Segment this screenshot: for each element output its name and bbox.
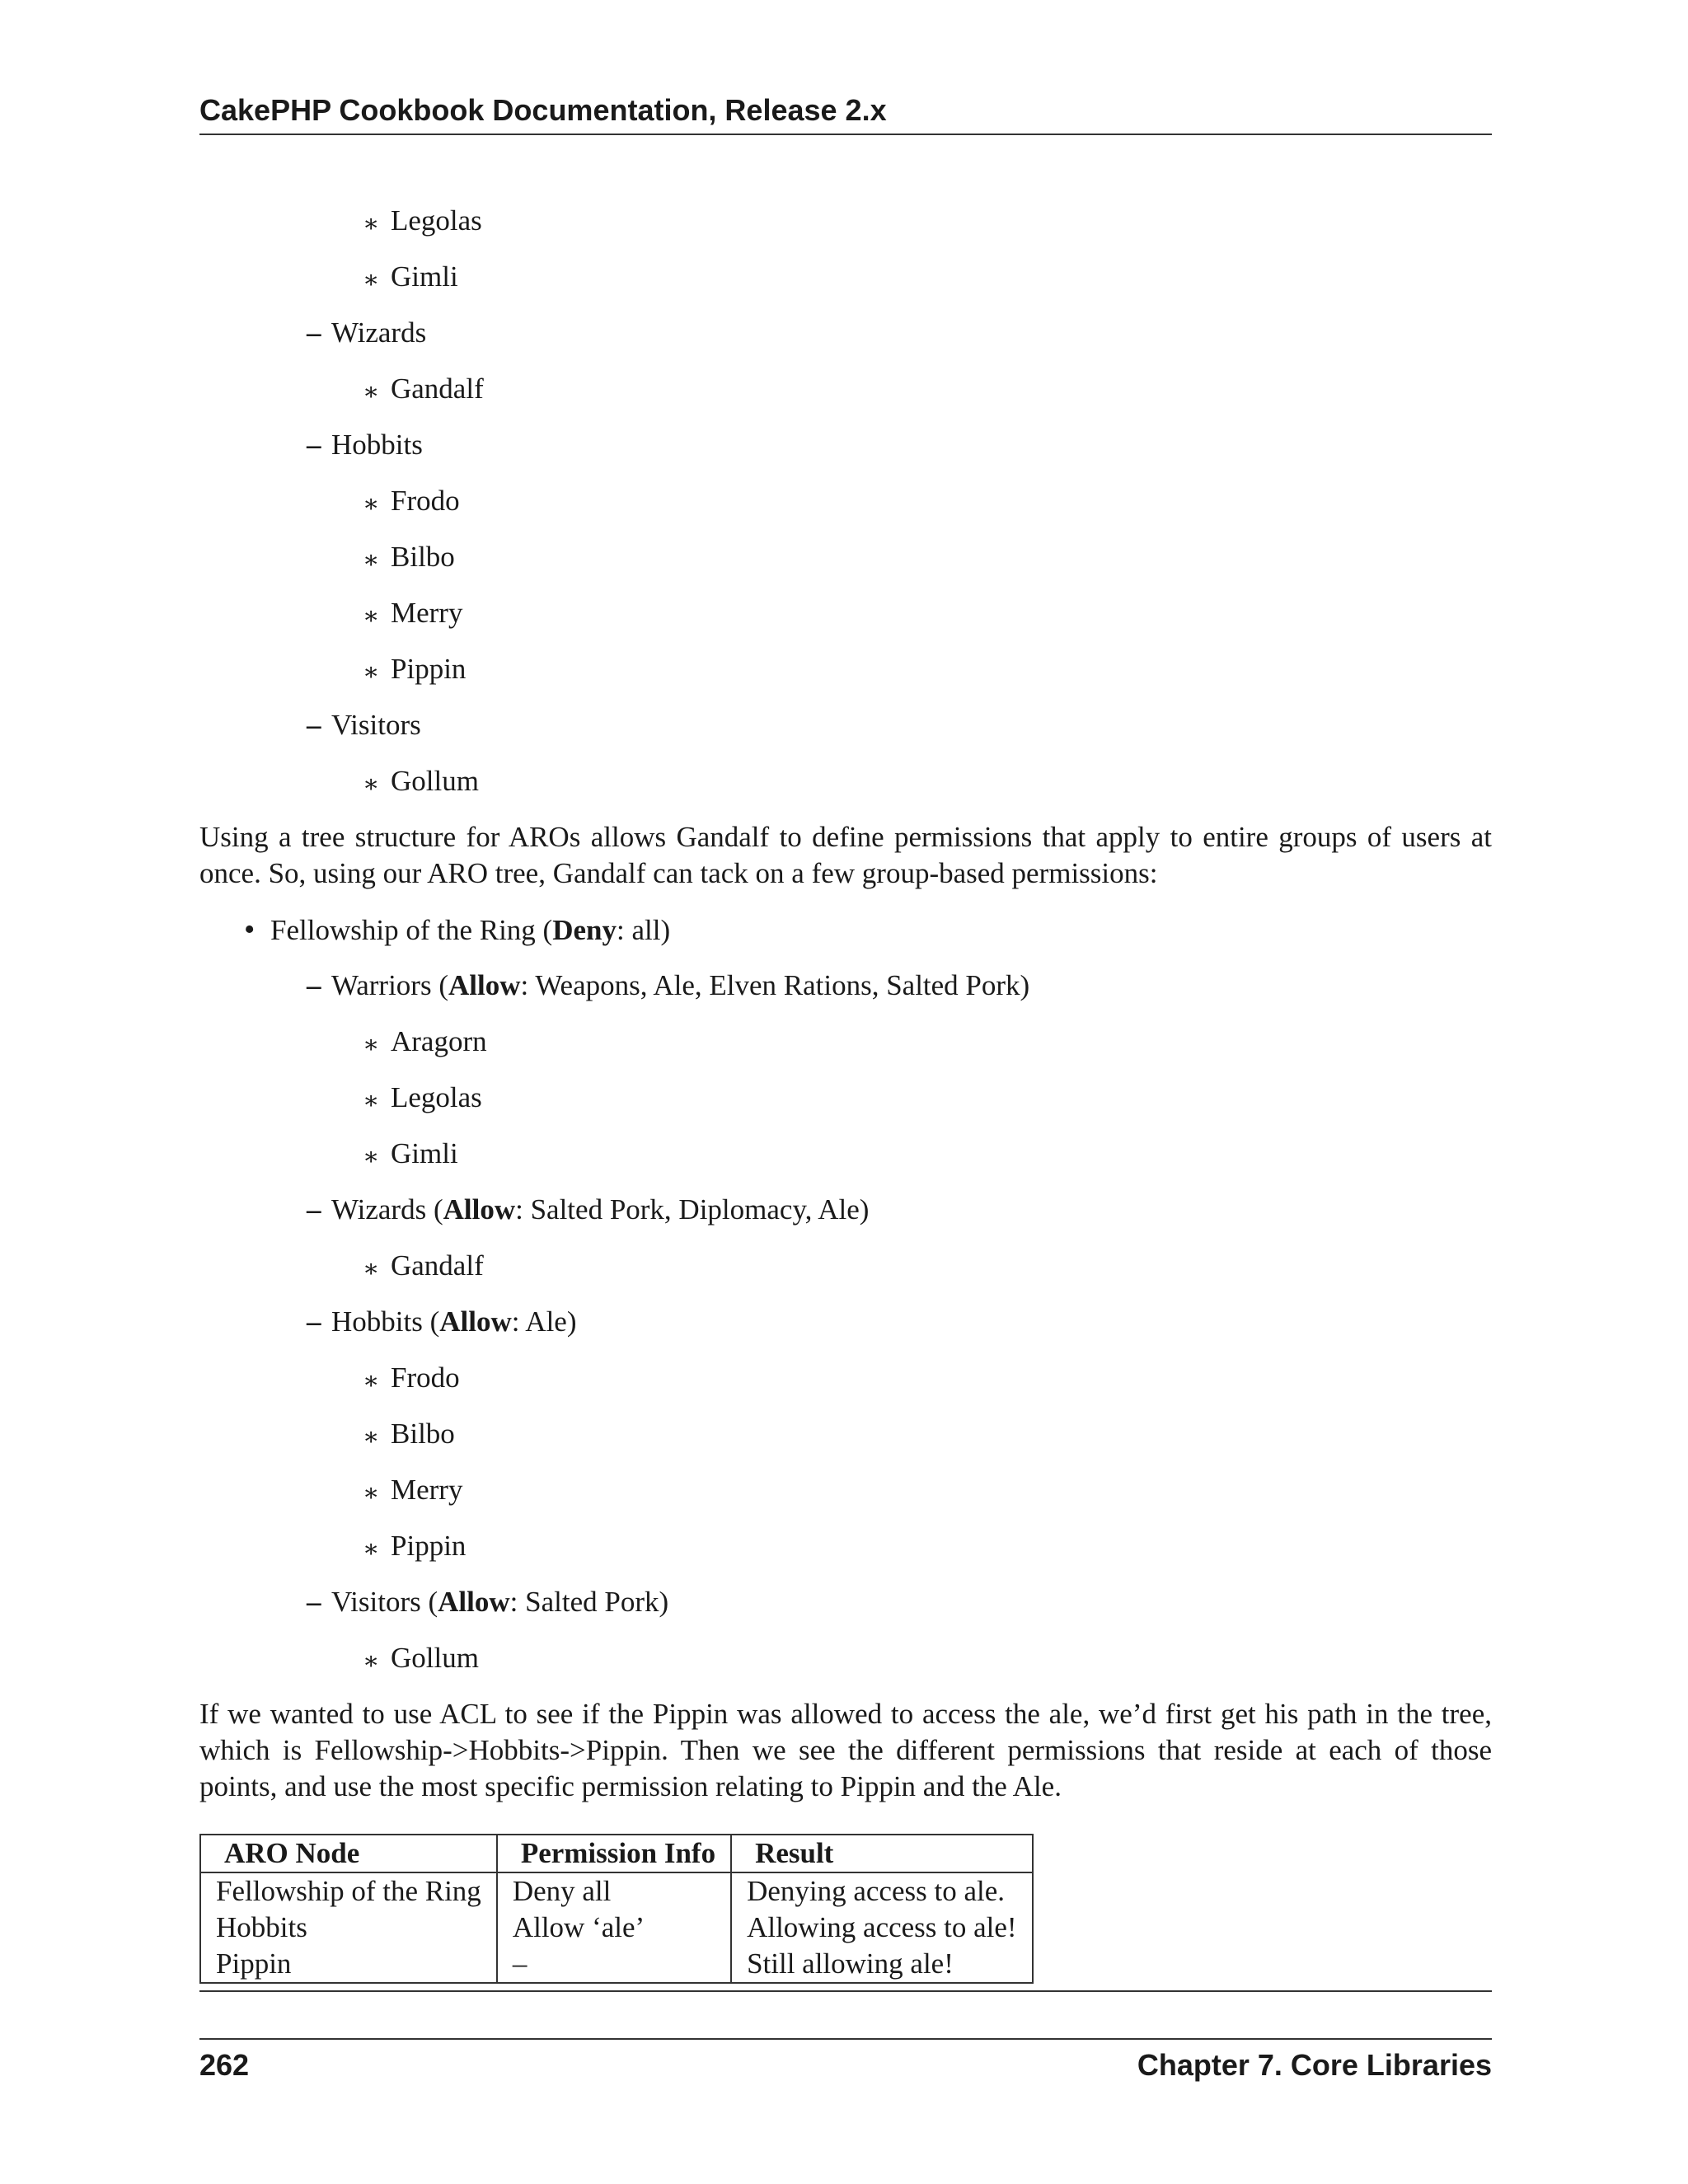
table-row xyxy=(200,1910,1033,1946)
table-cell: Denying access to ale. xyxy=(731,1872,1033,1910)
dash-bullet-icon: – xyxy=(307,316,321,349)
star-bullet-icon: ∗ xyxy=(363,1423,380,1451)
list-item: ∗ Gimli xyxy=(363,259,458,297)
list-item: ∗ Pippin xyxy=(363,651,466,689)
list-item: ∗ Frodo xyxy=(363,483,460,521)
list-item: ∗ Aragorn xyxy=(363,1024,487,1062)
list-item-wizards: – Wizards (Allow: Salted Pork, Diplomacy, Ale) xyxy=(307,1192,869,1228)
table-header-row xyxy=(200,1835,1033,1872)
permission-table xyxy=(199,1834,1034,1984)
list-item: ∗ Bilbo xyxy=(363,1416,455,1454)
star-bullet-icon: ∗ xyxy=(363,1479,380,1507)
star-bullet-icon: ∗ xyxy=(363,546,380,574)
table-row xyxy=(200,1946,1033,1983)
list-item: ∗ Legolas xyxy=(363,1080,482,1118)
table-header: Permission Info xyxy=(497,1835,731,1872)
chapter-title: Chapter 7. Core Libraries xyxy=(1137,2048,1492,2082)
star-bullet-icon: ∗ xyxy=(363,1367,380,1394)
table-cell: Allow ‘ale’ xyxy=(497,1910,731,1946)
dash-bullet-icon: – xyxy=(307,1193,321,1226)
header-rule xyxy=(199,134,1492,135)
table-cell: Hobbits xyxy=(200,1910,497,1946)
star-bullet-icon: ∗ xyxy=(363,1031,380,1058)
star-bullet-icon: ∗ xyxy=(363,1647,380,1675)
list-item: – Visitors xyxy=(307,707,421,743)
table-header: Result xyxy=(731,1835,1033,1872)
star-bullet-icon: ∗ xyxy=(363,490,380,518)
list-item: ∗ Pippin xyxy=(363,1528,466,1566)
list-item: – Wizards xyxy=(307,315,426,351)
list-item: ∗ Gollum xyxy=(363,763,479,801)
list-item: ∗ Merry xyxy=(363,1472,462,1510)
body-paragraph: Using a tree structure for AROs allows Gandalf to define permissions that apply to entire groups of users at once. So, using our ARO tree, Gandalf can tack on a few group-based permissions: xyxy=(199,821,1492,889)
list-item: ∗ Gimli xyxy=(363,1136,458,1174)
table-header: ARO Node xyxy=(200,1835,497,1872)
dash-bullet-icon: – xyxy=(307,969,321,1001)
list-item: ∗ Bilbo xyxy=(363,539,455,577)
table-cell: Still allowing ale! xyxy=(731,1946,1033,1983)
star-bullet-icon: ∗ xyxy=(363,1087,380,1114)
star-bullet-icon: ∗ xyxy=(363,1143,380,1170)
list-item-warriors: – Warriors (Allow: Weapons, Ale, Elven Rations, Salted Pork) xyxy=(307,968,1029,1004)
list-item-visitors: – Visitors (Allow: Salted Pork) xyxy=(307,1584,668,1620)
list-item: ∗ Frodo xyxy=(363,1360,460,1398)
table-cell: Pippin xyxy=(200,1946,497,1983)
body-paragraph: If we wanted to use ACL to see if the Pippin was allowed to access the ale, we’d first get his path in the tree, which is Fellowship->Hobbits->Pippin. Then we see the different permissions that reside at each of those points, and use the most specific permission relating to Pippin and the Ale. xyxy=(199,1698,1492,1802)
table-cell: Allowing access to ale! xyxy=(731,1910,1033,1946)
dash-bullet-icon: – xyxy=(307,1305,321,1338)
star-bullet-icon: ∗ xyxy=(363,602,380,630)
list-item: – Hobbits xyxy=(307,427,423,463)
list-item: ∗ Gandalf xyxy=(363,371,484,409)
star-bullet-icon: ∗ xyxy=(363,266,380,293)
table-cell: Deny all xyxy=(497,1872,731,1910)
dash-bullet-icon: – xyxy=(307,709,321,741)
list-item: ∗ Gollum xyxy=(363,1640,479,1678)
star-bullet-icon: ∗ xyxy=(363,771,380,798)
dash-bullet-icon: – xyxy=(307,429,321,461)
list-item: ∗ Legolas xyxy=(363,203,482,241)
star-bullet-icon: ∗ xyxy=(363,1255,380,1282)
table-cell: Fellowship of the Ring xyxy=(200,1872,497,1910)
running-header: CakePHP Cookbook Documentation, Release 2.x xyxy=(199,93,887,127)
table-row xyxy=(200,1872,1033,1910)
dot-bullet-icon: • xyxy=(244,912,256,947)
section-rule xyxy=(199,1990,1492,1992)
star-bullet-icon: ∗ xyxy=(363,378,380,405)
list-item-hobbits: – Hobbits (Allow: Ale) xyxy=(307,1304,576,1340)
footer-rule xyxy=(199,2038,1492,2040)
star-bullet-icon: ∗ xyxy=(363,210,380,237)
dash-bullet-icon: – xyxy=(307,1586,321,1618)
star-bullet-icon: ∗ xyxy=(363,658,380,686)
list-item-fellowship: • Fellowship of the Ring (Deny: all) xyxy=(244,912,671,947)
list-item: ∗ Merry xyxy=(363,595,462,633)
running-footer xyxy=(199,2047,1492,2083)
star-bullet-icon: ∗ xyxy=(363,1535,380,1563)
list-item: ∗ Gandalf xyxy=(363,1248,484,1286)
table-cell: – xyxy=(497,1946,731,1983)
page-number: 262 xyxy=(199,2048,250,2082)
